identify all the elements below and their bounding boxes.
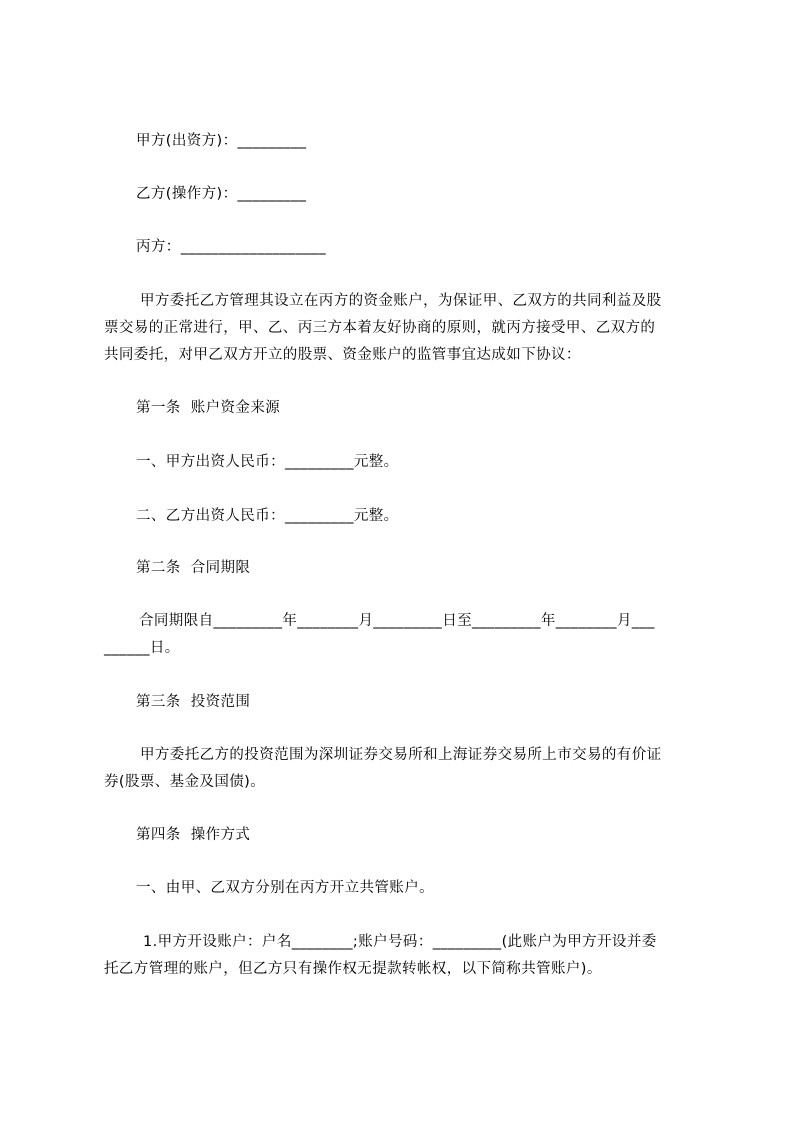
preamble-line-2: 票交易的正常进行，甲、乙、丙三方本着友好协商的原则，就丙方接受甲、乙双方的: [104, 320, 656, 336]
article3-line-1: 甲方委托乙方的投资范围为深圳证券交易所和上海证券交易所上市交易的有价证: [140, 747, 662, 763]
article3-line-2: 券(股票、基金及国债)。: [104, 774, 266, 790]
article4-sub1-line-1: 1.甲方开设账户：户名________;账户号码：_________(此账户为甲方开设并委: [143, 934, 657, 950]
article2-line-2: ______日。: [104, 640, 180, 656]
party-c-line: 丙方：___________________: [136, 239, 327, 255]
article1-item2: 二、乙方出资人民币：_________元整。: [136, 508, 399, 524]
article2-line-1: 合同期限自_________年________月_________日至_________年________月___: [139, 613, 655, 629]
party-a-line: 甲方(出资方)：_________: [136, 133, 307, 149]
article3-heading: 第三条 投资范围: [136, 694, 251, 710]
article4-sub1-line-2: 托乙方管理的账户，但乙方只有操作权无提款转帐权，以下简称共管账户)。: [104, 961, 602, 977]
preamble-line-1: 甲方委托乙方管理其设立在丙方的资金账户，为保证甲、乙双方的共同利益及股: [140, 293, 662, 309]
article1-item1: 一、甲方出资人民币：_________元整。: [136, 454, 399, 470]
preamble-line-3: 共同委托，对甲乙双方开立的股票、资金账户的监管事宜达成如下协议：: [104, 347, 581, 363]
party-b-line: 乙方(操作方)：_________: [136, 186, 307, 202]
article1-heading: 第一条 账户资金来源: [136, 400, 281, 416]
article2-heading: 第二条 合同期限: [136, 560, 251, 576]
article4-heading: 第四条 操作方式: [136, 827, 251, 843]
article4-item1: 一、由甲、乙双方分别在丙方开立共管账户。: [136, 880, 434, 896]
